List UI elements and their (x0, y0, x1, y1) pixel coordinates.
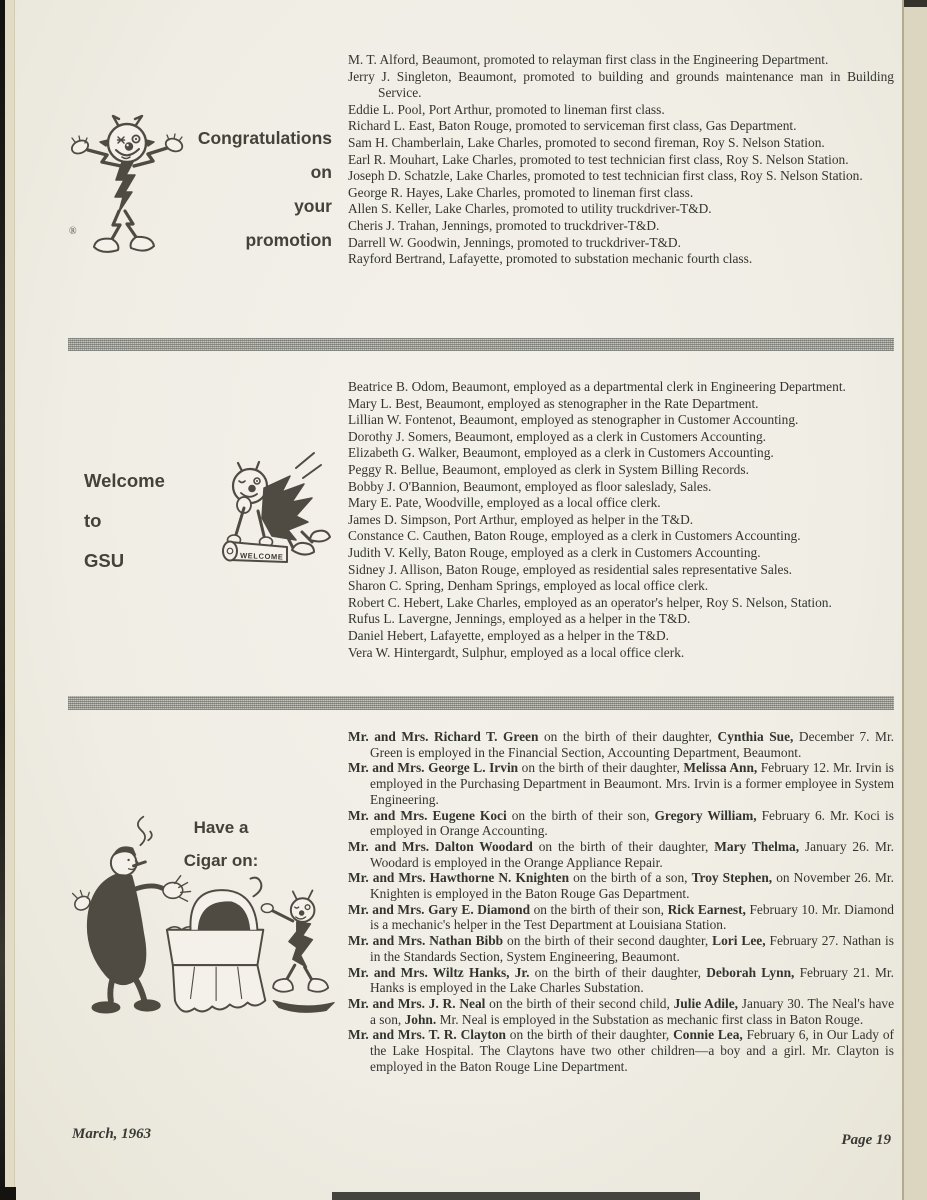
promotion-entry: M. T. Alford, Beaumont, promoted to relayman first class in the Engineering Department. (348, 52, 829, 67)
hire-entry: Daniel Hebert, Lafayette, employed as a helper in the T&D. (348, 627, 670, 643)
hire-entry: Sidney J. Allison, Baton Rouge, employed as residential sales representative Sales. (348, 561, 793, 577)
page-number: Page 19 (841, 1132, 891, 1148)
heading-line: Welcome (84, 470, 165, 491)
hire-entry: Sharon C. Spring, Denham Springs, employed as local office clerk. (348, 578, 709, 594)
promotions-heading (160, 128, 332, 264)
heading-line: your (294, 196, 332, 216)
hire-entry: Constance C. Cauthen, Baton Rouge, employed as a clerk in Customers Accounting. (348, 528, 801, 544)
heading-line: GSU (84, 550, 125, 571)
birth-entry: Mr. and Mrs. Dalton Woodard on the birth of their daughter, Mary Thelma, January 26. Mr. Woodard is employed in the Orange Appliance Repair. (348, 838, 894, 870)
page-right-edge (902, 0, 927, 1200)
promotion-entry: Joseph D. Schatzle, Lake Charles, promoted to test technician first class, Roy S. Nelson Station. (348, 168, 863, 184)
promotions-list (348, 52, 894, 268)
hire-entry: Mary L. Best, Beaumont, employed as stenographer in the Rate Department. (348, 395, 759, 411)
promotion-entry: Darrell W. Goodwin, Jennings, promoted to truckdriver-T&D. (348, 234, 681, 250)
birth-entry: Mr. and Mrs. George L. Irvin on the birth of their daughter, Melissa Ann, February 12. Mr. Irvin is employed in the Purchasing Department in Beaumont. Mrs. Irvin is a former employee in System Engineering. (348, 760, 895, 807)
birth-entry: Mr. and Mrs. J. R. Neal on the birth of their second child, Julie Adile, January 30. The Neal's have a son, John. Mr. Neal is employed in the Substation as mechanic first class in Baton Rouge. (348, 995, 895, 1027)
heading-line: on (310, 162, 332, 182)
birth-entry: Mr. and Mrs. Richard T. Green on the birth of their daughter, Cynthia Sue, December 7. Mr. Green is employed in the Financial Section, Accounting Department, Beaumont. (348, 729, 895, 760)
hire-entry: Bobby J. O'Bannion, Beaumont, employed as floor saleslady, Sales. (348, 478, 712, 494)
heading-line: Cigar on: (183, 851, 259, 870)
page-left-edge (5, 0, 15, 1200)
promotion-entry: Earl R. Mouhart, Lake Charles, promoted to test technician first class, Roy S. Nelson Station. (348, 151, 849, 167)
heading-line: to (84, 510, 102, 531)
promotion-entry: Eddie L. Pool, Port Arthur, promoted to lineman first class. (348, 101, 665, 117)
promotion-entry: George R. Hayes, Lake Charles, promoted to lineman first class. (348, 184, 694, 200)
hire-entry: Judith V. Kelly, Baton Rouge, employed as a clerk in Customers Accounting. (348, 544, 761, 560)
scan-corner-mark (904, 0, 927, 7)
issue-date: March, 1963 (72, 1126, 152, 1142)
promotion-entry: Jerry J. Singleton, Beaumont, promoted to building and grounds maintenance man in Building Service. (348, 68, 894, 101)
birth-entry: Mr. and Mrs. Nathan Bibb on the birth of their second daughter, Lori Lee, February 27. Nathan is in the Standards Section, System Engineering, Beaumont. (348, 933, 894, 964)
welcome-mat-label: WELCOME (239, 551, 284, 562)
birth-entry: Mr. and Mrs. T. R. Clayton on the birth of their daughter, Connie Lea, February 6, in Our Lady of the Lake Hospital. The Claytons have two other children—a boy and a girl. Mr. Clayton is employed in the Baton Rouge Line Department. (348, 1027, 894, 1074)
promotion-entry: Sam H. Chamberlain, Lake Charles, promoted to second fireman, Roy S. Nelson Station. (348, 134, 825, 150)
hire-entry: James D. Simpson, Port Arthur, employed as helper in the T&D. (348, 511, 694, 527)
birth-entry: Mr. and Mrs. Gary E. Diamond on the birth of their son, Rick Earnest, February 10. Mr. Diamond is a mechanic's helper in the Test Department at Louisiana Station. (348, 901, 894, 933)
scan-bottom-band (332, 1192, 700, 1200)
promotion-entry: Cheris J. Trahan, Jennings, promoted to truckdriver-T&D. (348, 217, 660, 233)
hire-entry: Peggy R. Bellue, Beaumont, employed as clerk in System Billing Records. (348, 461, 749, 477)
heading-line: promotion (245, 230, 332, 250)
welcome-heading (84, 470, 204, 590)
hire-entry: Mary E. Pate, Woodville, employed as a local office clerk. (348, 495, 661, 511)
heading-line: Have a (193, 818, 249, 837)
birth-entry: Mr. and Mrs. Eugene Koci on the birth of their son, Gregory William, February 6. Mr. Koci is employed in Orange Accounting. (348, 807, 894, 839)
section-divider (68, 338, 894, 351)
promotion-entry: Rayford Bertrand, Lafayette, promoted to substation mechanic fourth class. (348, 251, 753, 267)
birth-entry: Mr. and Mrs. Wiltz Hanks, Jr. on the birth of their daughter, Deborah Lynn, February 21. Mr. Hanks is employed in the Lake Charles Substation. (348, 964, 894, 996)
births-list (348, 729, 894, 1074)
welcome-list (348, 379, 894, 661)
section-divider (68, 696, 894, 710)
birth-entry: Mr. and Mrs. Hawthorne N. Knighten on the birth of a son, Troy Stephen, on November 26. Mr. Knighten is employed in the Baton Rouge Gas Department. (348, 870, 895, 902)
hire-entry: Elizabeth G. Walker, Beaumont, employed as a clerk in Customers Accounting. (348, 445, 774, 461)
hire-entry: Rufus L. Lavergne, Jennings, employed as a helper in the T&D. (348, 611, 691, 627)
hire-entry: Dorothy J. Somers, Beaumont, employed as a clerk in Customers Accounting. (348, 428, 767, 444)
scan-corner-mark (0, 1187, 16, 1200)
promotion-entry: Allen S. Keller, Lake Charles, promoted to utility truckdriver-T&D. (348, 201, 712, 217)
reddy-welcome-mat-illustration (192, 448, 332, 588)
cigar-bassinet-illustration (45, 808, 340, 1023)
hire-entry: Beatrice B. Odom, Beaumont, employed as a departmental clerk in Engineering Department. (348, 379, 846, 394)
hire-entry: Lillian W. Fontenot, Beaumont, employed as stenographer in Customer Accounting. (348, 412, 799, 428)
heading-line: Congratulations (197, 128, 332, 148)
hire-entry: Robert C. Hebert, Lake Charles, employed as an operator's helper, Roy S. Nelson, Station. (348, 594, 832, 610)
hire-entry: Vera W. Hintergardt, Sulphur, employed as a local office clerk. (348, 644, 685, 660)
promotion-entry: Richard L. East, Baton Rouge, promoted to serviceman first class, Gas Department. (348, 118, 797, 134)
registered-trademark-symbol: ® (69, 226, 77, 237)
